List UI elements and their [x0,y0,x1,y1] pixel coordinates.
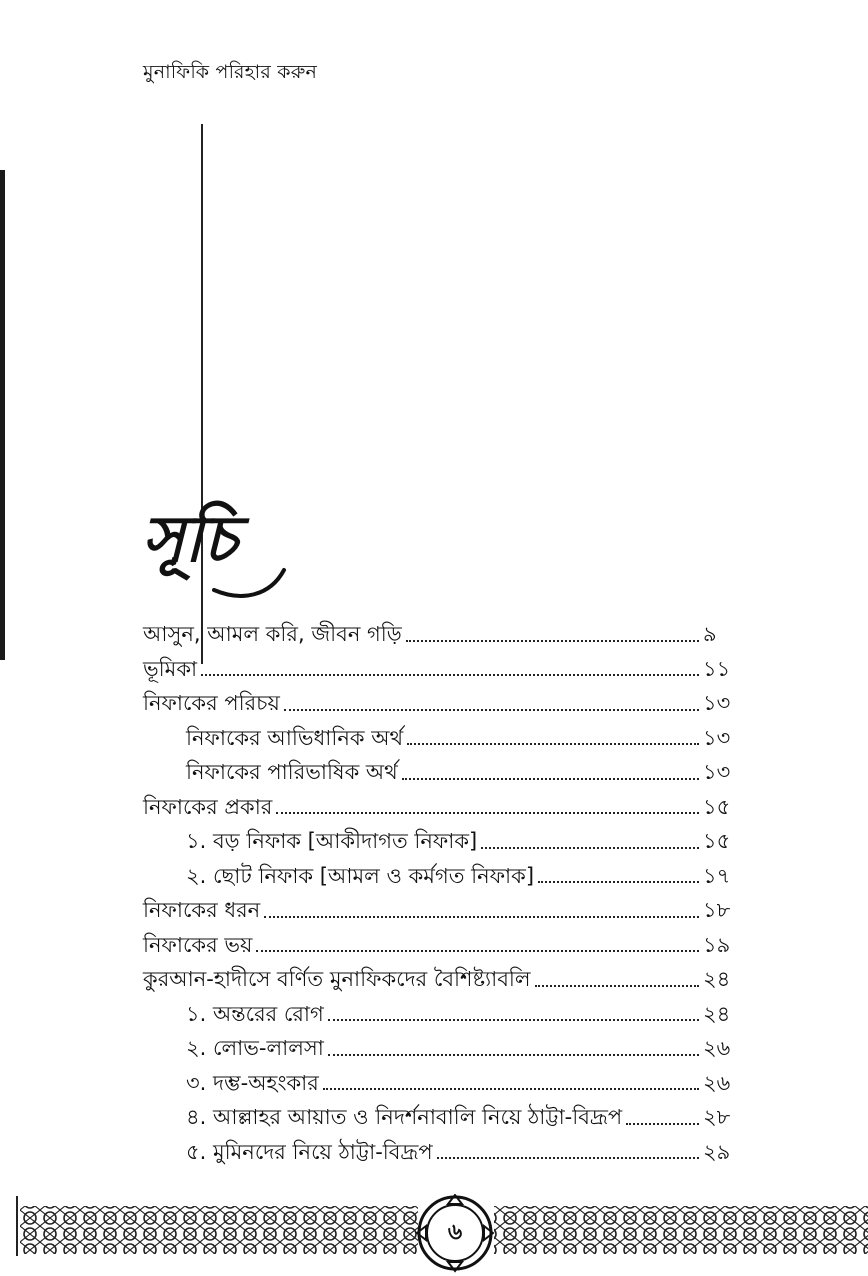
toc-entry-page: ২৬ [703,1070,731,1095]
page-number: ৬ [447,1219,463,1245]
toc-entry-page: ১৫ [703,829,731,854]
toc-entry-title: নিফাকের ভয় [143,932,253,957]
toc-entry-title: ১. বড় নিফাক [আকীদাগত নিফাক] [186,829,478,854]
toc-entry[interactable] [143,819,733,854]
toc-entry-title: নিফাকের আভিধানিক অর্থ [186,725,404,750]
dot-leader [256,950,699,952]
toc-entry-title: নিফাকের পারিভাষিক অর্থ [186,760,398,785]
toc-entry-page: ২৪ [703,1001,731,1026]
dot-leader [323,1088,699,1090]
toc-entry-title: নিফাকের প্রকার [143,794,273,819]
dot-leader [481,847,699,849]
running-header: মুনাফিকি পরিহার করুন [143,61,318,83]
table-of-contents [143,612,733,1164]
toc-entry-title: ৩. দম্ভ-অহংকার [186,1070,319,1095]
toc-entry-page: ৯ [703,622,717,647]
toc-entry[interactable] [143,681,733,716]
toc-entry[interactable] [143,1061,733,1096]
dot-leader [276,812,699,814]
toc-entry[interactable] [143,957,733,992]
toc-entry[interactable] [143,1095,733,1130]
toc-entry-page: ১৫ [703,794,731,819]
toc-entry[interactable] [143,888,733,923]
toc-entry[interactable] [143,854,733,889]
footer-left-bar [16,1196,18,1256]
toc-heading: সূচি [142,502,238,577]
dot-leader [264,916,699,918]
dot-leader [402,778,699,780]
dot-leader [407,743,699,745]
toc-entry-title: ২. ছোট নিফাক [আমল ও কর্মগত নিফাক] [186,863,535,888]
dot-leader [284,709,699,711]
toc-entry-page: ২৮ [703,1105,731,1130]
toc-entry[interactable] [143,612,733,647]
dot-leader [535,985,699,987]
toc-entry-page: ১৩ [703,725,731,750]
page-edge-shadow [0,170,5,660]
dot-leader [626,1123,699,1125]
toc-entry-title: ভূমিকা [143,656,198,681]
toc-entry[interactable] [143,1026,733,1061]
toc-entry-page: ২৪ [703,967,731,992]
dot-leader [437,1157,699,1159]
toc-entry-page: ১৩ [703,691,731,716]
toc-entry[interactable] [143,992,733,1027]
heading-swash-ornament [212,560,292,600]
toc-entry-page: ২৬ [703,1036,731,1061]
vertical-rule [201,124,203,664]
toc-entry[interactable] [143,785,733,820]
toc-entry-title: কুরআন-হাদীসে বর্ণিত মুনাফিকদের বৈশিষ্ট্যাবলি [143,967,531,992]
toc-entry[interactable] [143,647,733,682]
toc-entry-page: ১৭ [703,863,731,888]
toc-entry-title: ১. অন্তরের রোগ [186,1001,324,1026]
dot-leader [538,881,699,883]
dot-leader [406,640,699,642]
toc-entry[interactable] [143,716,733,751]
toc-entry-title: ৫. মুমিনদের নিয়ে ঠাট্টা-বিদ্রূপ [186,1139,433,1164]
toc-entry[interactable] [143,1130,733,1165]
toc-entry-page: ১১ [703,656,731,681]
toc-entry-title: আসুন, আমল করি, জীবন গড়ি [143,622,402,647]
toc-entry-page: ১৩ [703,760,731,785]
toc-entry-title: নিফাকের পরিচয় [143,691,280,716]
toc-entry-page: ১৮ [703,898,731,923]
toc-entry-title: নিফাকের ধরন [143,898,261,923]
toc-entry-page: ১৯ [703,932,731,957]
toc-entry-title: ৪. আল্লাহর আয়াত ও নিদর্শনাবালি নিয়ে ঠাট্টা-বিদ্রূপ [186,1105,623,1130]
toc-entry[interactable] [143,923,733,958]
dot-leader [201,674,699,676]
dot-leader [328,1019,699,1021]
toc-entry-title: ২. লোভ-লালসা [186,1036,324,1061]
toc-entry-page: ২৯ [703,1139,731,1164]
dot-leader [328,1054,699,1056]
toc-entry[interactable] [143,750,733,785]
